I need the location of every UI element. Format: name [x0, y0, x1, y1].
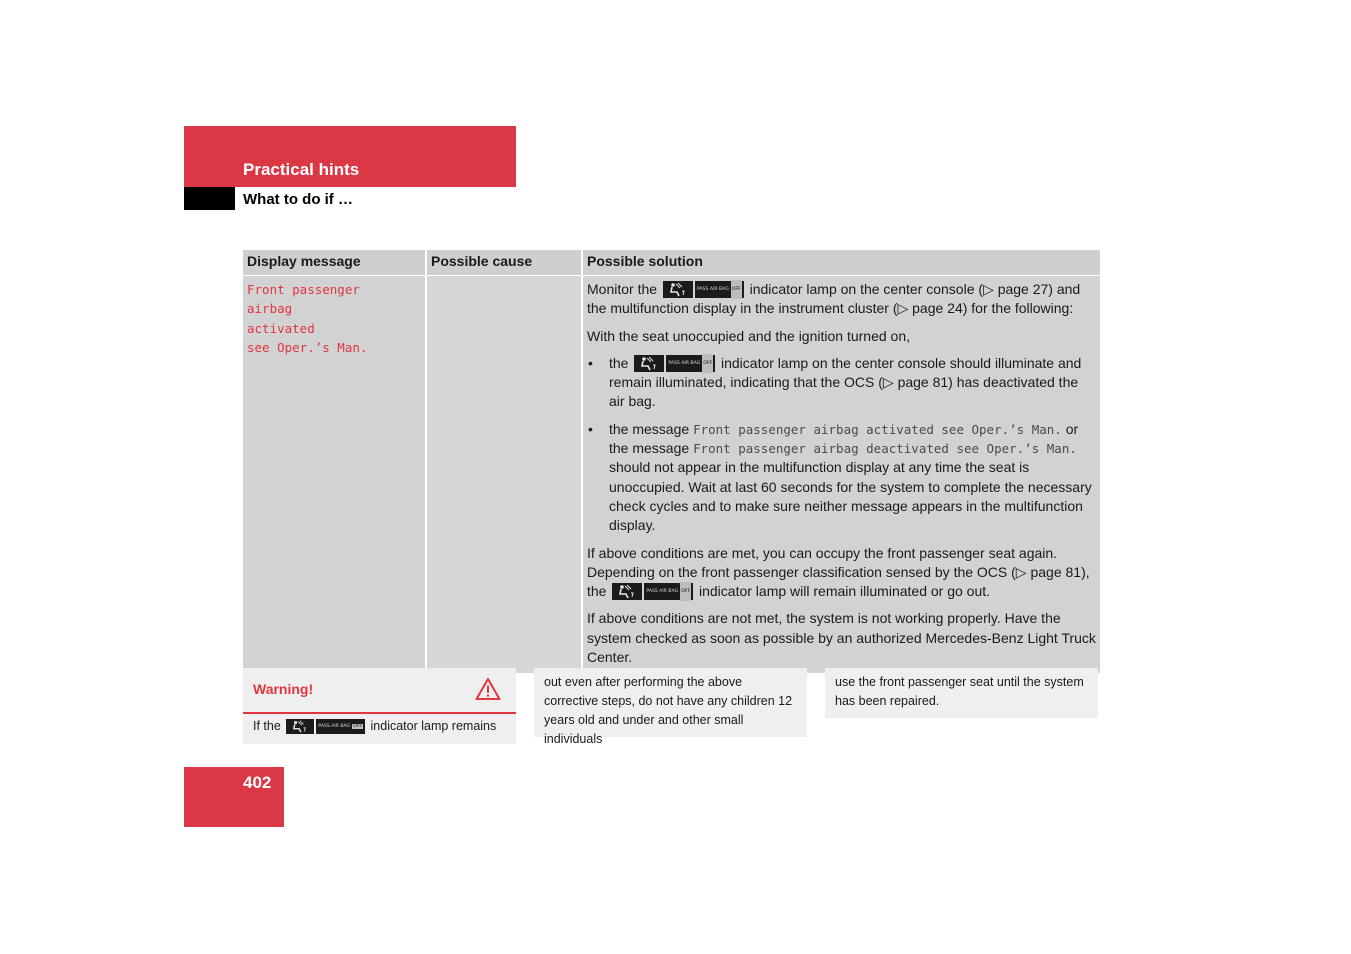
pass-air-bag-off-label: [666, 355, 715, 372]
display-message-inline: Front passenger airbag deactivated see Oper.’s Man.: [693, 441, 1077, 457]
solution-text: the message: [609, 420, 694, 437]
solution-text: indicator lamp will remain illuminated or go out.: [699, 583, 991, 600]
solution-text: the: [609, 354, 629, 371]
solution-bullet-list: [587, 354, 1096, 536]
solution-text: Monitor the: [587, 281, 658, 297]
table-header-row: [243, 250, 1100, 276]
solution-text: or the message: [609, 420, 1079, 457]
passenger-airbag-seat-icon: [286, 719, 314, 734]
warning-box: [243, 668, 516, 744]
solution-paragraph: [587, 544, 1096, 602]
airbag-indicator-lamp: [612, 583, 693, 600]
display-message-table: [243, 250, 1100, 673]
warning-label: Warning!: [253, 681, 314, 697]
display-message-cell: [243, 276, 426, 674]
solution-text: should not appear in the multifunction display at any time the seat is unoccupied. Wait at last 60 seconds for the system to complete the necessary check cycles and to make sure neither message appears in the multifunction display.: [609, 459, 1092, 534]
off-text: OFF: [680, 582, 691, 601]
warning-continuation-1: out even after performing the above corrective steps, do not have any children 12 years old and under and other small individuals: [534, 668, 807, 737]
warning-text-start: If the: [253, 719, 281, 733]
column-header-possible-solution: Possible solution: [582, 250, 1100, 276]
warning-text: [253, 719, 496, 734]
display-message-inline: Front passenger airbag activated see Oper.’s Man.: [693, 421, 1062, 437]
solution-paragraph: [587, 280, 1096, 319]
off-text: OFF: [702, 354, 713, 373]
display-message-line: Front passenger: [247, 282, 360, 297]
list-item: [587, 420, 1096, 536]
passenger-airbag-seat-icon: [634, 355, 664, 372]
pass-air-bag-off-label: [695, 281, 744, 298]
warning-text-end: indicator lamp remains: [370, 719, 497, 733]
solution-text: If above conditions are met, you can occupy the front passenger seat again. Depending on the front passenger classification sensed by the OCS (▷ page 81), the: [587, 544, 1090, 600]
solution-text: indicator lamp on the center console should illuminate and remain illuminated, indicating that the OCS (▷ page 81) has deactivated the air bag.: [609, 354, 1082, 410]
airbag-indicator-lamp: [634, 355, 715, 372]
pass-air-bag-text: PASS AIR BAG: [646, 589, 679, 595]
display-message-line: see Oper.’s Man.: [247, 339, 368, 355]
display-message-line: airbag: [247, 301, 293, 317]
solution-paragraph: If above conditions are not met, the system is not working properly. Have the system checked as soon as possible by an authorized Mercedes-Benz Light Truck Center.: [587, 610, 1096, 666]
pass-air-bag-text: PASS AIR BAG: [668, 360, 701, 366]
pass-air-bag-text: PASS AIR BAG: [696, 286, 729, 292]
warning-triangle-icon: [475, 677, 501, 706]
warning-continuation-2: use the front passenger seat until the system has been repaired.: [825, 668, 1098, 718]
off-text: OFF: [731, 280, 742, 299]
airbag-indicator-lamp: [286, 719, 365, 734]
display-message-line: activated: [247, 320, 315, 336]
off-text: OFF: [353, 724, 363, 729]
solution-paragraph: With the seat unoccupied and the ignition turned on,: [587, 327, 910, 344]
subsection-title: What to do if …: [243, 191, 353, 208]
column-header-possible-cause: Possible cause: [426, 250, 582, 276]
page-number: 402: [243, 773, 272, 792]
pass-air-bag-text: PASS AIR BAG: [318, 724, 351, 729]
solution-text: indicator lamp on the center console (▷ page 27) and the multifunction display in the instrument cluster (▷ page 24) for the following:: [587, 281, 1081, 317]
pass-air-bag-off-label: [316, 719, 365, 734]
possible-cause-cell: [426, 276, 582, 674]
list-item: [587, 354, 1096, 412]
warning-header: [243, 668, 516, 714]
airbag-indicator-lamp: [663, 281, 744, 298]
possible-solution-cell: [582, 276, 1100, 674]
passenger-airbag-seat-icon: [663, 281, 693, 298]
pass-air-bag-off-label: [644, 583, 693, 600]
column-header-display-message: Display message: [243, 250, 426, 276]
section-title: Practical hints: [243, 160, 360, 179]
passenger-airbag-seat-icon: [612, 583, 642, 600]
table-row: [243, 276, 1100, 674]
subsection-marker: [184, 187, 235, 210]
